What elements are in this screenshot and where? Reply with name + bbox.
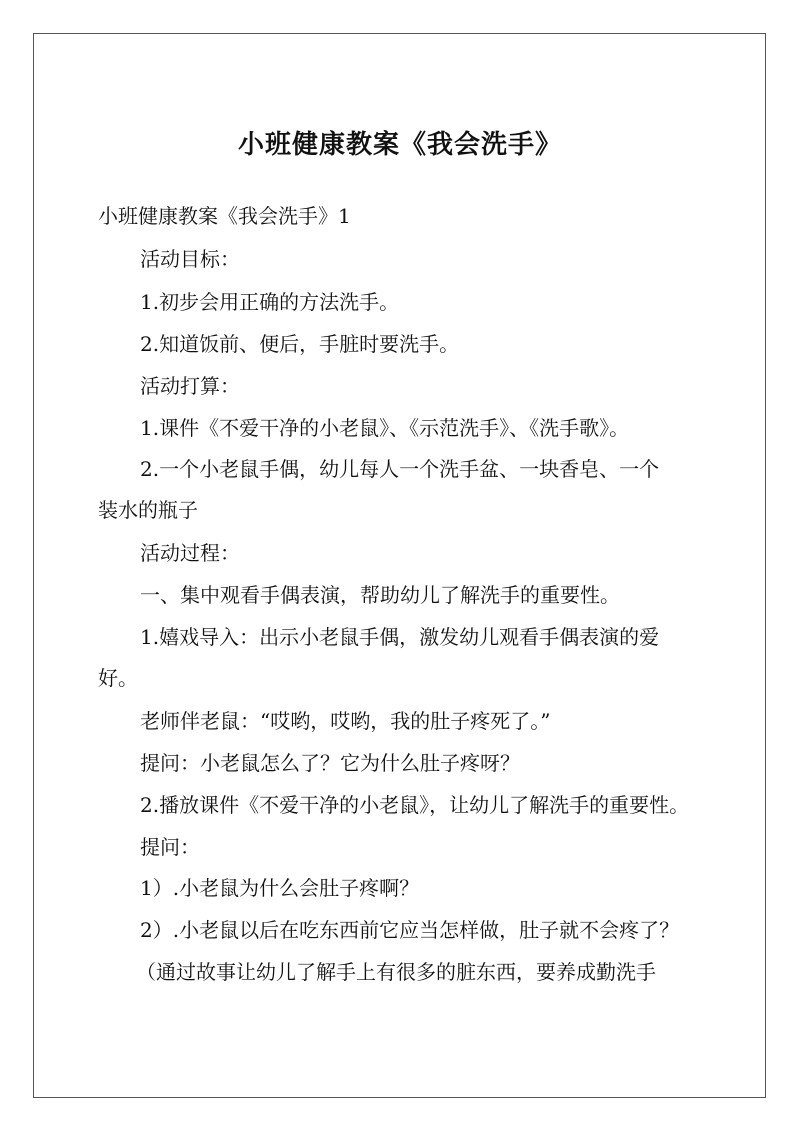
paragraph-line: 好。 (98, 666, 138, 690)
paragraph-line: 2.知道饭前、便后，手脏时要洗手。 (140, 332, 460, 356)
paragraph-line: 2.播放课件《不爱干净的小老鼠》，让幼儿了解洗手的重要性。 (140, 793, 690, 817)
paragraph-line: 提问： (140, 835, 200, 859)
paragraph-line: （通过故事让幼儿了解手上有很多的脏东西，要养成勤洗手 (136, 960, 656, 984)
page-title: 小班健康教案《我会洗手》 (237, 130, 562, 160)
paragraph-line: 老师伴老鼠：“哎哟，哎哟，我的肚子疼死了。” (140, 709, 551, 733)
paragraph-line: 2.一个小老鼠手偶，幼儿每人一个洗手盆、一块香皂、一个 (140, 457, 660, 481)
paragraph-line: 装水的瓶子 (98, 498, 198, 522)
paragraph-line: 2）.小老鼠以后在吃东西前它应当怎样做，肚子就不会疼了？ (140, 918, 680, 942)
paragraph-line: 提问：小老鼠怎么了？它为什么肚子疼呀？ (140, 751, 520, 775)
section-heading-process: 活动过程： (140, 541, 240, 565)
paragraph-line: 1.嬉戏导入：出示小老鼠手偶，激发幼儿观看手偶表演的爱 (140, 625, 660, 649)
paragraph-line: 1.课件《不爱干净的小老鼠》、《示范洗手》、《洗手歌》。 (140, 416, 630, 440)
doc-subtitle: 小班健康教案《我会洗手》1 (98, 204, 351, 228)
paragraph-line: 1.初步会用正确的方法洗手。 (140, 290, 400, 314)
section-heading-goals: 活动目标： (140, 247, 240, 271)
paragraph-line: 一、集中观看手偶表演，帮助幼儿了解洗手的重要性。 (140, 583, 620, 607)
section-heading-prep: 活动打算： (140, 374, 240, 398)
paragraph-line: 1）.小老鼠为什么会肚子疼啊？ (140, 876, 420, 900)
